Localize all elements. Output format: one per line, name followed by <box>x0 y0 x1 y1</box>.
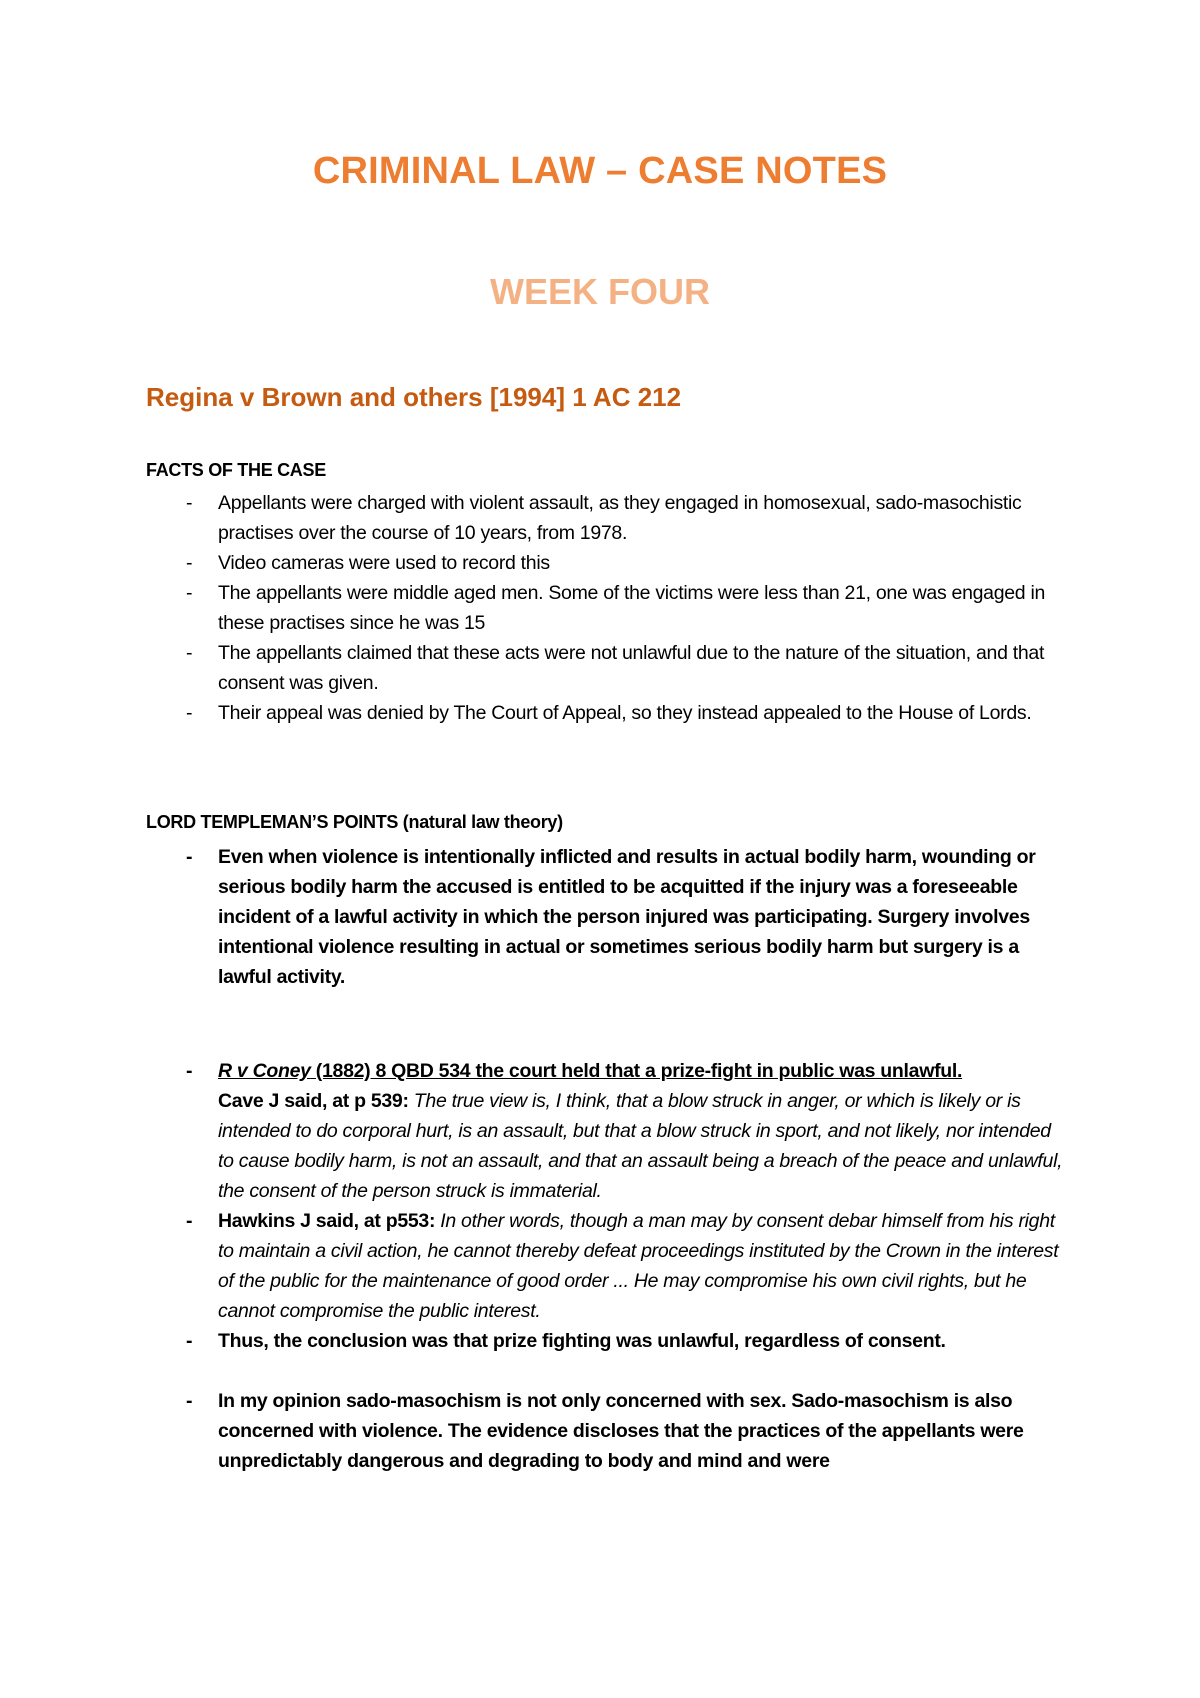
hawkins-intro: Hawkins J said, at p553: <box>218 1210 441 1232</box>
opinion-text: In my opinion sado-masochism is not only concerned with sex. Sado-masochism is also concerned with violence. The evidence discloses that the practices of the appellants were unpredictably dangerous and degrading to body and mind and were <box>218 1390 1024 1472</box>
bullet-dash: - <box>186 846 193 868</box>
coney-citation <box>218 1060 962 1082</box>
week-heading: WEEK FOUR <box>490 271 710 312</box>
bullet-dash: - <box>186 492 193 514</box>
list-item <box>146 578 1066 638</box>
list-item <box>146 1056 1066 1206</box>
list-item <box>146 1386 1066 1476</box>
facts-heading: FACTS OF THE CASE <box>146 460 326 480</box>
list-item <box>146 638 1066 698</box>
facts-item-text: Their appeal was denied by The Court of Appeal, so they instead appealed to the House of Lords. <box>218 702 1032 724</box>
list-item <box>146 1206 1066 1326</box>
list-item <box>146 488 1066 548</box>
bullet-dash: - <box>186 1390 193 1412</box>
conclusion-text: Thus, the conclusion was that prize fighting was unlawful, regardless of consent. <box>218 1330 946 1352</box>
coney-list <box>146 1056 1066 1476</box>
facts-item-text: Appellants were charged with violent assault, as they engaged in homosexual, sado-masochistic practises over the course of 10 years, from 1978. <box>218 492 1022 544</box>
document-title: CRIMINAL LAW – CASE NOTES <box>312 150 888 192</box>
facts-list <box>146 488 1066 728</box>
facts-item-text: Video cameras were used to record this <box>218 552 550 574</box>
bullet-dash: - <box>186 582 193 604</box>
list-item <box>146 842 1066 992</box>
templeman-item-text: Even when violence is intentionally inflicted and results in actual bodily harm, wounding or serious bodily harm the accused is entitled to be acquitted if the injury was a foreseeable incident of a lawful activity in which the person injured was participating. Surgery involves intentional violence resulting in actual or sometimes serious bodily harm but surgery is a lawful activity. <box>218 846 1036 988</box>
templeman-heading: LORD TEMPLEMAN’S POINTS (natural law theory) <box>146 812 563 832</box>
templeman-list <box>146 842 1066 992</box>
bullet-dash: - <box>186 702 193 724</box>
bullet-dash: - <box>186 1210 193 1232</box>
list-item <box>146 1326 1066 1356</box>
case-heading: Regina v Brown and others [1994] 1 AC 212 <box>146 382 682 412</box>
list-item <box>146 548 1066 578</box>
facts-item-text: The appellants were middle aged men. Some of the victims were less than 21, one was engaged in these practises since he was 15 <box>218 582 1046 634</box>
bullet-dash: - <box>186 552 193 574</box>
list-spacer <box>146 1356 1066 1386</box>
cave-intro: Cave J said, at p 539: <box>218 1090 414 1112</box>
bullet-dash: - <box>186 1060 193 1082</box>
facts-item-text: The appellants claimed that these acts were not unlawful due to the nature of the situation, and that consent was given. <box>218 642 1045 694</box>
bullet-dash: - <box>186 642 193 664</box>
cave-quote: The true view is, I think, that a blow struck in anger, or which is likely or is intended to do corporal hurt, is an assault, but that a blow struck in sport, and not likely, nor intended to cause bodily harm, is not an assault, and that an assault being a breach of the peace and unlawful, the consent of the person struck is immaterial. <box>218 1090 1063 1202</box>
hawkins-quote: In other words, though a man may by consent debar himself from his right to maintain a civil action, he cannot thereby defeat proceedings instituted by the Crown in the interest of the public for the maintenance of good order ... He may compromise his own civil rights, but he cannot compromise the public interest. <box>218 1210 1059 1322</box>
coney-case-name: R v Coney <box>218 1060 311 1082</box>
list-item <box>146 698 1066 728</box>
coney-citation-text: (1882) 8 QBD 534 the court held that a prize-fight in public was unlawful. <box>310 1060 963 1082</box>
bullet-dash: - <box>186 1330 193 1352</box>
